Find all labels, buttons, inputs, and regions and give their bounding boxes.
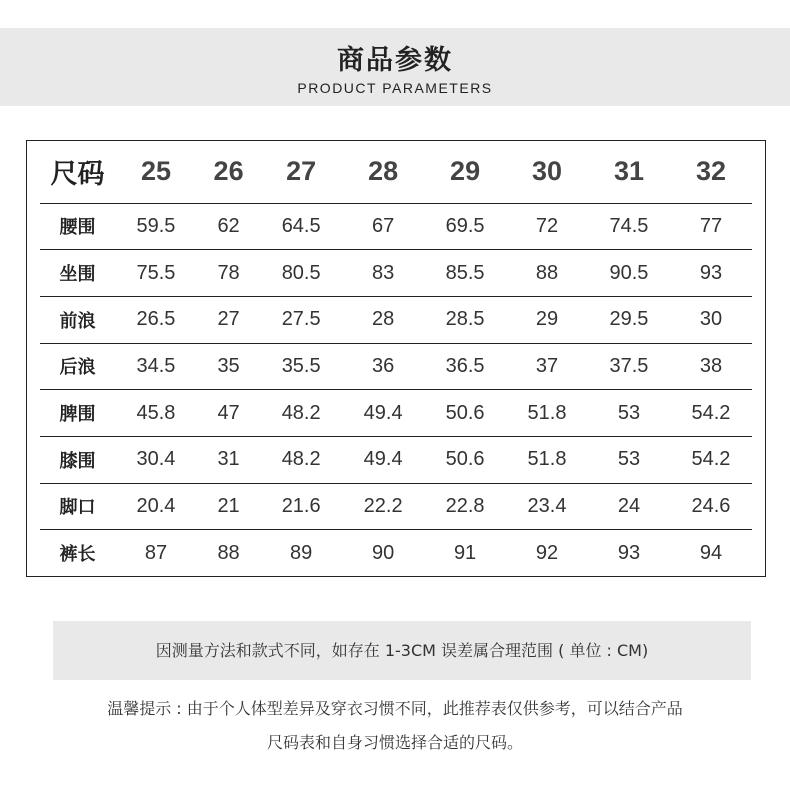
table-cell: 35	[217, 354, 240, 377]
size-header: 26	[213, 156, 244, 187]
size-header: 29	[450, 156, 481, 187]
measurement-note: 因测量方法和款式不同，如存在 1-3CM 误差属合理范围 ( 单位 : CM)	[53, 621, 751, 680]
table-cell: 83	[371, 261, 395, 284]
table-cell: 50.6	[445, 448, 485, 471]
table-row	[40, 483, 752, 530]
table-cell: 77	[699, 214, 723, 237]
row-label: 脾围	[59, 404, 96, 426]
table-cell: 34.5	[136, 354, 176, 377]
table-cell: 26.5	[136, 308, 176, 331]
table-row	[40, 203, 752, 250]
table-cell: 90.5	[609, 261, 649, 284]
table-cell: 53	[617, 401, 641, 424]
table-cell: 27.5	[281, 308, 321, 331]
table-cell: 49.4	[363, 448, 403, 471]
table-cell: 23.4	[527, 494, 567, 517]
table-cell: 38	[699, 354, 723, 377]
table-cell: 90	[371, 541, 395, 564]
header-banner	[0, 28, 790, 106]
table-cell: 22.8	[445, 494, 485, 517]
table-cell: 24.6	[691, 494, 731, 517]
table-cell: 93	[617, 541, 641, 564]
table-cell: 30.4	[136, 448, 176, 471]
page-subtitle: PRODUCT PARAMETERS	[297, 80, 493, 96]
table-cell: 27	[217, 308, 240, 331]
table-cell: 94	[699, 541, 723, 564]
table-cell: 91	[453, 541, 477, 564]
table-cell: 72	[535, 214, 559, 237]
table-cell: 36.5	[445, 354, 485, 377]
table-body	[40, 203, 752, 577]
table-cell: 48.2	[281, 448, 321, 471]
table-row	[40, 296, 752, 343]
table-cell: 20.4	[136, 494, 176, 517]
table-cell: 29	[535, 308, 559, 331]
table-row	[40, 250, 752, 297]
table-cell: 59.5	[136, 214, 176, 237]
table-cell: 30	[699, 308, 723, 331]
table-cell: 54.2	[691, 401, 731, 424]
table-cell: 36	[371, 354, 395, 377]
size-header: 25	[140, 156, 171, 187]
row-label: 膝围	[59, 450, 96, 472]
tips-line-1: 温馨提示 : 由于个人体型差异及穿衣习惯不同，此推荐表仅供参考，可以结合产品	[107, 699, 683, 718]
table-cell: 35.5	[281, 354, 321, 377]
table-cell: 50.6	[445, 401, 485, 424]
row-label: 脚口	[59, 497, 96, 519]
size-header: 32	[695, 156, 726, 187]
table-cell: 37.5	[609, 354, 649, 377]
table-cell: 64.5	[281, 214, 321, 237]
table-cell: 67	[371, 214, 395, 237]
table-cell: 62	[217, 214, 240, 237]
table-cell: 45.8	[136, 401, 176, 424]
tips-line-2: 尺码表和自身习惯选择合适的尺码。	[266, 733, 523, 752]
table-cell: 53	[617, 448, 641, 471]
size-table-frame	[26, 140, 766, 577]
size-header: 28	[368, 156, 399, 187]
table-cell: 51.8	[527, 448, 567, 471]
table-cell: 49.4	[363, 401, 403, 424]
size-table	[40, 141, 752, 577]
page-title: 商品参数	[337, 45, 453, 76]
table-cell: 54.2	[691, 448, 731, 471]
table-cell: 28.5	[445, 308, 485, 331]
row-label: 前浪	[59, 310, 96, 332]
size-header: 27	[286, 156, 317, 187]
table-cell: 85.5	[445, 261, 485, 284]
size-header: 30	[532, 156, 563, 187]
table-cell: 75.5	[136, 261, 176, 284]
row-label: 腰围	[59, 217, 96, 239]
table-cell: 51.8	[527, 401, 567, 424]
table-cell: 69.5	[445, 214, 485, 237]
size-header: 31	[613, 156, 644, 187]
table-cell: 29.5	[609, 308, 649, 331]
table-row	[40, 343, 752, 390]
table-cell: 78	[217, 261, 240, 284]
row-label: 坐围	[59, 264, 96, 286]
table-cell: 87	[144, 541, 168, 564]
table-cell: 21	[217, 494, 240, 517]
table-cell: 37	[535, 354, 559, 377]
table-cell: 31	[217, 448, 240, 471]
corner-label: 尺码	[50, 159, 105, 191]
table-cell: 22.2	[363, 494, 403, 517]
table-row	[40, 530, 752, 577]
row-label: 裤长	[59, 544, 96, 566]
table-cell: 28	[371, 308, 395, 331]
table-cell: 48.2	[281, 401, 321, 424]
table-header-row	[40, 141, 752, 203]
table-cell: 88	[535, 261, 559, 284]
table-cell: 93	[699, 261, 723, 284]
table-cell: 92	[535, 541, 559, 564]
table-cell: 21.6	[281, 494, 321, 517]
table-cell: 24	[617, 494, 641, 517]
table-row	[40, 436, 752, 483]
table-cell: 74.5	[609, 214, 649, 237]
table-cell: 80.5	[281, 261, 321, 284]
table-row	[40, 390, 752, 437]
table-cell: 89	[290, 541, 313, 564]
table-cell: 88	[217, 541, 240, 564]
row-label: 后浪	[59, 357, 96, 379]
table-cell: 47	[217, 401, 240, 424]
